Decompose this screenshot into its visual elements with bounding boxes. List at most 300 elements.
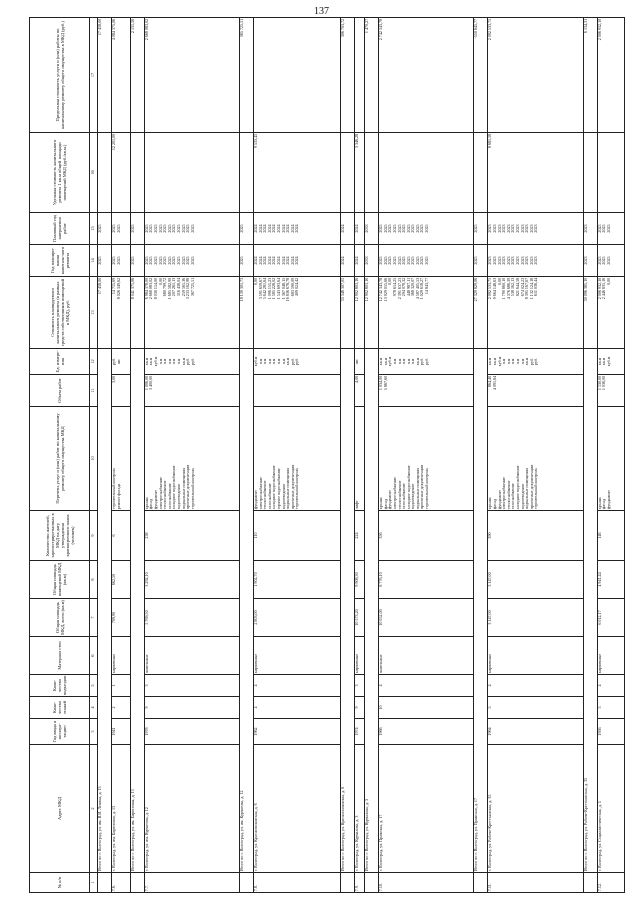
finish-year-list	[144, 213, 239, 245]
works-list-line: крыша	[596, 497, 602, 510]
unit-list-line: п.м	[166, 358, 172, 365]
floors: 5	[488, 697, 583, 719]
plan-year-list-line: 2023	[514, 256, 520, 265]
plan-year-list-line: 2023	[528, 256, 534, 265]
total-label: Итого по г. Волгоград, ул. Рабоче-Крестьянская, д. 35	[583, 349, 597, 873]
total-row	[583, 18, 597, 893]
finish-year-list-line: 2025	[157, 224, 163, 233]
unit-list-line: кв.м	[414, 357, 420, 366]
cost-list-line: 611 036,44	[533, 277, 539, 297]
plan-year-list-line: 2025	[143, 256, 149, 265]
cost-list-line: 294 078,32	[401, 277, 407, 297]
unit-list-line: куб.м	[496, 356, 502, 367]
plan-year-list-line: 2025	[148, 256, 154, 265]
premises-area: 8 776,10	[379, 561, 474, 599]
cost-list-line: 4 587 405,53	[414, 277, 420, 300]
year-built: 1964	[488, 719, 583, 745]
total-label: Итого по г. Волгоград, ул. Курчалова, д. 3	[365, 349, 379, 873]
works-list-line: лифт	[353, 500, 359, 510]
works-list-line: проектные документации	[528, 464, 534, 510]
finish-year-list-line: 2024	[289, 224, 295, 233]
works-list-line: теплоснабжение	[505, 480, 511, 510]
plan-year-list-line: 2025	[414, 256, 420, 265]
column-number: 14	[90, 245, 98, 277]
works-list-line: строительный контроль	[424, 467, 430, 510]
residents: 356	[379, 511, 474, 561]
volume-list-line: 4,00	[353, 375, 359, 383]
unit-list-line: п.м	[410, 358, 416, 365]
total-specific	[583, 133, 597, 213]
finish-year-list-line: 2025	[143, 224, 149, 233]
unit-list-line: кв.м	[596, 357, 602, 366]
total-limit: 2 131,56	[130, 18, 144, 133]
unit-list-line: п.м	[266, 358, 272, 365]
total-row	[474, 18, 488, 893]
total-finish-year: 2025	[474, 213, 488, 245]
year-built: 1978	[144, 719, 239, 745]
total-number	[98, 873, 112, 893]
address: г. Волгоград, ул. им. Курчатова, д. 12	[144, 745, 239, 873]
finish-year-list-line: 2025	[387, 224, 393, 233]
finish-year-list-line: 2023	[501, 224, 507, 233]
header-row	[30, 18, 90, 893]
row-number: 7.8.	[254, 873, 341, 893]
volume-list-line: 5 867,60	[382, 375, 388, 391]
unit-list	[112, 349, 131, 375]
entrances: 4	[488, 675, 583, 697]
unit-list-line: руб.	[424, 357, 430, 366]
total-label: Итого по г. Волгоград, ул. им. Бирюзовая, д. 13	[130, 349, 144, 873]
total-cost: 30 096 385,10	[583, 277, 597, 349]
total-label: Итого по г. Волгоград, ул. Краснополянская, д. 6	[340, 349, 354, 873]
cost-list	[112, 277, 131, 349]
plan-year-list-line: 2023	[524, 256, 530, 265]
cost-list-line: 4 376 686,39	[505, 277, 511, 300]
wall-material: панельные	[379, 637, 474, 675]
header-floors: Коли-чество этажей	[30, 697, 90, 719]
cost-list-line: 367 725,51	[189, 277, 195, 297]
plan-year-list-line: 2023	[533, 256, 539, 265]
unit-list	[379, 349, 474, 375]
cost-list-line: 978 614,25	[391, 277, 397, 297]
works-list-line: крыша	[143, 497, 149, 510]
wall-material: кирпичные	[254, 637, 341, 675]
plan-year-list	[112, 245, 131, 277]
floors: 10	[379, 697, 474, 719]
premises-area: 662,50	[112, 561, 131, 599]
cost-list-line: 821 644,58	[514, 277, 520, 297]
plan-year-list-line: 2024	[276, 256, 282, 265]
finish-year-list	[488, 213, 583, 245]
cost-list-line: 409 024,42	[294, 277, 300, 297]
finish-year-list-line: 2025	[391, 224, 397, 233]
unit-list-line: руб.	[294, 357, 300, 366]
works-list-line: ремонт фасада	[115, 483, 121, 510]
plan-year-list	[144, 245, 239, 277]
column-number: 5	[90, 675, 98, 697]
plan-year-list	[354, 245, 364, 277]
unit-list-line: п.м	[271, 358, 277, 365]
floors: 4	[254, 697, 341, 719]
cost-list-line: 2 391 637,23	[396, 277, 402, 300]
year-built: 1941	[112, 719, 131, 745]
finish-year-list-line: 2024	[266, 224, 272, 233]
plan-year-list-line: 2025	[185, 256, 191, 265]
row-number: 7.10.	[379, 873, 474, 893]
cost-list	[144, 277, 239, 349]
cost-list-line: 674 024,23	[519, 277, 525, 297]
plan-year-list-line: 2025	[391, 256, 397, 265]
works-list-line: подвальные помещения	[180, 467, 186, 510]
unit-list-line: п.м	[171, 358, 177, 365]
total-finish-year: 2025	[130, 213, 144, 245]
row-number: 7.9.	[354, 873, 364, 893]
works-list-line: газоснабжение	[401, 483, 407, 510]
total-row	[240, 18, 254, 893]
year-built: 1956	[597, 719, 624, 745]
total-specific	[240, 133, 254, 213]
total-specific	[365, 133, 379, 213]
total-area: 5 769,50	[144, 599, 239, 637]
column-number: 8	[90, 561, 98, 599]
cost-list-line: 259 565,36	[180, 277, 186, 297]
finish-year-list-line: 2025	[148, 224, 154, 233]
finish-year-list-line: 2024	[285, 224, 291, 233]
cost-list-line: 12 742 343,78	[378, 277, 384, 302]
cost-list-line: 0,00	[157, 277, 163, 285]
cost-list-line: 538 162,13	[510, 277, 516, 297]
works-list	[254, 407, 341, 511]
finish-year-list-line: 2025	[115, 224, 121, 233]
works-list	[144, 407, 239, 511]
total-area: 6 012,17	[597, 599, 624, 637]
header-wall-material: Материал стен	[30, 637, 90, 675]
unit-list-line: куб.м	[153, 356, 159, 367]
cost-list-line: 5 642 281,64	[262, 277, 268, 300]
plan-year-list-line: 2025	[424, 256, 430, 265]
works-list-line: крыша	[378, 497, 384, 510]
entrances: 3	[354, 675, 364, 697]
unit-list-line: п.м	[157, 358, 163, 365]
limit-cost	[254, 18, 341, 133]
cost-list	[354, 277, 364, 349]
column-number: 2	[90, 745, 98, 873]
total-specific	[130, 133, 144, 213]
premises-area: 1 902,70	[254, 561, 341, 599]
plan-year-list-line: 2023	[491, 256, 497, 265]
plan-year-list-line: 2024	[294, 256, 300, 265]
total-number	[583, 873, 597, 893]
finish-year-list-line: 2025	[185, 224, 191, 233]
cost-list-line: 13 929 015,66	[382, 277, 388, 302]
plan-year-list-line: 2023	[496, 256, 502, 265]
unit-list-line: кв.м	[382, 357, 388, 366]
finish-year-list-line: 2025	[396, 224, 402, 233]
total-finish-year: 2023	[583, 213, 597, 245]
unit-list-line: п.м	[510, 358, 516, 365]
works-list-line: фасад	[491, 498, 497, 510]
cost-list-line: 2 092 533,75	[487, 277, 493, 300]
residents: 238	[144, 511, 239, 561]
works-list-line: подвальные помещения	[414, 467, 420, 510]
cost-list-line: 683 590,09	[289, 277, 295, 297]
cost-list-line: 6 984 378,00	[143, 277, 149, 300]
house-row	[144, 18, 239, 893]
cost-list	[597, 277, 624, 349]
plan-year-list-line: 2025	[166, 256, 172, 265]
total-plan-year: 2025	[474, 245, 488, 277]
year-built: 1966	[379, 719, 474, 745]
unit-list	[597, 349, 624, 375]
works-list	[379, 407, 474, 511]
works-list-line: фундамент	[496, 490, 502, 510]
finish-year-list-line: 2024	[280, 224, 286, 233]
floors: 2	[112, 697, 131, 719]
plan-year-list-line: 2025	[387, 256, 393, 265]
cost-list-line: 1 685 582,90	[166, 277, 172, 300]
column-number: 1	[90, 873, 98, 893]
cost-list-line: 1 132 124,18	[528, 277, 534, 300]
house-row	[354, 18, 364, 893]
unit-list	[254, 349, 341, 375]
finish-year-list-line: 2025	[424, 224, 430, 233]
plan-year-list-line: 2025	[175, 256, 181, 265]
plan-year-list-line: 2024	[253, 256, 259, 265]
residents: 224	[354, 511, 364, 561]
finish-year-list-line: 2023	[510, 224, 516, 233]
unit-list-line: п.м	[175, 358, 181, 365]
unit-list-line: руб.	[528, 357, 534, 366]
volume-list	[488, 375, 583, 407]
column-number: 12	[90, 349, 98, 375]
unit-list-line: кв.м	[285, 357, 291, 366]
limit-cost	[354, 18, 364, 133]
specific-cost	[379, 133, 474, 213]
works-list-line: холодное водоснабжение	[514, 465, 520, 510]
works-list-line: крыша	[487, 497, 493, 510]
works-list-line: подвальные помещения	[285, 467, 291, 510]
works-list-line: теплоснабжение	[396, 480, 402, 510]
unit-list-line: кв.м	[524, 357, 530, 366]
header-address: Адрес МКД	[30, 745, 90, 873]
plan-year-list	[597, 245, 624, 277]
row-number: 7.12.	[597, 873, 624, 893]
works-list-line: водоотведение	[175, 483, 181, 510]
works-list-line: холодное водоснабжение	[171, 465, 177, 510]
unit-list-line: кв.м	[148, 357, 154, 366]
total-specific	[98, 133, 112, 213]
total-area: 709,90	[112, 599, 131, 637]
unit-list-line: п.м	[162, 358, 168, 365]
floors: 9	[144, 697, 239, 719]
total-cost: 8 041 375,06	[130, 277, 144, 349]
total-plan-year: 2024	[340, 245, 354, 277]
plan-year-list-line: 2025	[189, 256, 195, 265]
finish-year-list-line: 2025	[111, 224, 116, 233]
finish-year-list-line: 2023	[487, 224, 493, 233]
works-list-line: холодное водоснабжение	[271, 465, 277, 510]
total-label: Итого по г. Волгоград, ул. им. В.И. Ленина, д. 13	[98, 349, 112, 873]
unit-list-line: п.м	[262, 358, 268, 365]
works-list-line: фасад	[148, 498, 154, 510]
finish-year-list-line: 2024	[262, 224, 268, 233]
total-finish-year: 2024	[340, 213, 354, 245]
cost-list-line: 0,00	[387, 277, 393, 285]
column-number: 4	[90, 697, 98, 719]
total-area: 10 573,20	[354, 599, 364, 637]
total-finish-year: 2033	[365, 213, 379, 245]
cost-list-line: 9 664 148,63	[491, 277, 497, 300]
specific-cost	[597, 133, 624, 213]
finish-year-list-line: 2025	[175, 224, 181, 233]
finish-year-list-line: 2025	[401, 224, 407, 233]
unit-list-line: п.м	[405, 358, 411, 365]
page-number: 137	[314, 6, 329, 17]
rotated-table-page	[29, 18, 625, 893]
wall-material: кирпичные	[354, 637, 364, 675]
volume-list-line: 1 130,00	[596, 375, 602, 391]
total-plan-year: 2025	[240, 245, 254, 277]
total-cost: 12 902 803,16	[365, 277, 379, 349]
capital-repair-table	[29, 17, 625, 893]
unit-list-line: п.м	[514, 358, 520, 365]
plan-year-list-line: 2025	[382, 256, 388, 265]
cost-list-line: 8 395 167,67	[524, 277, 530, 300]
total-area: 10 052,00	[379, 599, 474, 637]
residents: 146	[597, 511, 624, 561]
works-list-line: водоотведение	[410, 483, 416, 510]
finish-year-list-line: 2023	[491, 224, 497, 233]
year-built: 1962	[254, 719, 341, 745]
cost-list-line: 3 233 162,98	[185, 277, 191, 300]
total-limit: 306 703,72	[340, 18, 354, 133]
works-list-line: строительный контроль	[111, 467, 116, 510]
cost-list-line: 1 585 228,02	[271, 277, 277, 300]
limit-cost: 4 084 375,06	[112, 18, 131, 133]
unit-list-line: кв.м	[378, 357, 384, 366]
wall-material: кирпичные	[112, 637, 131, 675]
finish-year-list-line: 2024	[294, 224, 300, 233]
unit-list-line: п.м	[401, 358, 407, 365]
finish-year-list-line: 2025	[166, 224, 172, 233]
header-cost: Стоимость планируемого капитального ремонта (в рамках средств собственников помещений в МКД), руб.	[30, 277, 90, 349]
finish-year-list-line: 2025	[378, 224, 384, 233]
works-list-line: строительный контроль	[189, 467, 195, 510]
total-limit: 17 458,00	[98, 18, 112, 133]
house-row	[112, 18, 131, 893]
total-row	[98, 18, 112, 893]
unit-list-line: п.м	[276, 358, 282, 365]
unit-list-line: руб.	[111, 357, 116, 366]
floors: 9	[354, 697, 364, 719]
total-cost: 27 329 829,06	[474, 277, 488, 349]
cost-list-line: 14 715,69	[111, 277, 116, 295]
header-residents: Количество жителей, зарегистриро-ванных в МКД на дату утверждения краткосрочного плана (человек)	[30, 511, 90, 561]
cost-list-line: 1 367 048,15	[280, 277, 286, 300]
plan-year-list-line: 2024	[262, 256, 268, 265]
cost-list-line: 2 668 083,02	[148, 277, 154, 300]
column-number: 6	[90, 637, 98, 675]
plan-year-list-line: 2024	[353, 256, 359, 265]
house-row	[254, 18, 341, 893]
total-plan-year: 2025	[98, 245, 112, 277]
unit-list-line: шт.	[353, 358, 359, 365]
cost-list-line: 1 029 618,27	[419, 277, 425, 300]
works-list-line: проектные документации	[185, 464, 191, 510]
works-list-line: газоснабжение	[266, 483, 272, 510]
header-unit: Ед. измере-ния	[30, 349, 90, 375]
finish-year-list-line: 2023	[514, 224, 520, 233]
plan-year-list-line: 2025	[162, 256, 168, 265]
finish-year-list-line: 2023	[505, 224, 511, 233]
finish-year-list-line: 2024	[276, 224, 282, 233]
column-number-row	[90, 18, 98, 893]
total-number	[340, 873, 354, 893]
volume-list-line: 1 036,00	[601, 375, 607, 391]
plan-year-list-line: 2025	[401, 256, 407, 265]
row-number: 7.11.	[488, 873, 583, 893]
plan-year-list-line: 2025	[410, 256, 416, 265]
column-number: 16	[90, 133, 98, 213]
unit-list-line: п.м	[257, 358, 263, 365]
plan-year-list-line: 2025	[180, 256, 186, 265]
wall-material: панельные	[144, 637, 239, 675]
finish-year-list-line: 2025	[153, 224, 159, 233]
plan-year-list-line: 2025	[405, 256, 411, 265]
works-list-line: водоотведение	[519, 483, 525, 510]
works-list-line: электроснабжение	[391, 477, 397, 510]
entrances: 1	[112, 675, 131, 697]
header-entrances: Коли-чество подъездов	[30, 675, 90, 697]
works-list	[597, 407, 624, 511]
cost-list-line: 0,00	[253, 277, 259, 285]
residents: 390	[488, 511, 583, 561]
total-limit: 6 134,31	[583, 18, 597, 133]
unit-list	[144, 349, 239, 375]
address: г. Волгоград, ул. Пражская, д. 17	[379, 745, 474, 873]
premises-area: 3 147,00	[488, 561, 583, 599]
works-list-line: электроснабжение	[157, 477, 163, 510]
finish-year-list-line: 2025	[162, 224, 168, 233]
finish-year-list	[112, 213, 131, 245]
row-number: 7.6.	[112, 873, 131, 893]
cost-list-line: 3 591 659,67	[257, 277, 263, 300]
works-list-line: проектные документации	[289, 464, 295, 510]
unit-list-line: куб.м	[605, 356, 611, 367]
year-built: 1974	[354, 719, 364, 745]
limit-cost: 2 006 932,10	[597, 18, 624, 133]
plan-year-list-line: 2024	[285, 256, 291, 265]
plan-year-list-line: 2025	[171, 256, 177, 265]
total-cost: 18 139 301,73	[240, 277, 254, 349]
column-number: 13	[90, 277, 98, 349]
plan-year-list-line: 2024	[266, 256, 272, 265]
plan-year-list-line: 2025	[605, 256, 611, 265]
total-number	[365, 873, 379, 893]
header-plan-year: Год планиро-вания капиталь-ного ремонта	[30, 245, 90, 277]
works-list-line: электроснабжение	[257, 477, 263, 510]
plan-year-list-line: 2024	[257, 256, 263, 265]
premises-area: 4 941,44	[597, 561, 624, 599]
volume-list-line: 1 006,00	[143, 375, 149, 391]
finish-year-list-line: 2025	[180, 224, 186, 233]
total-number	[130, 873, 144, 893]
specific-cost: 3 346,28	[354, 133, 364, 213]
unit-list-line: куб.м	[387, 356, 393, 367]
unit-list	[488, 349, 583, 375]
total-row	[340, 18, 354, 893]
works-list-line: фасад	[601, 498, 607, 510]
